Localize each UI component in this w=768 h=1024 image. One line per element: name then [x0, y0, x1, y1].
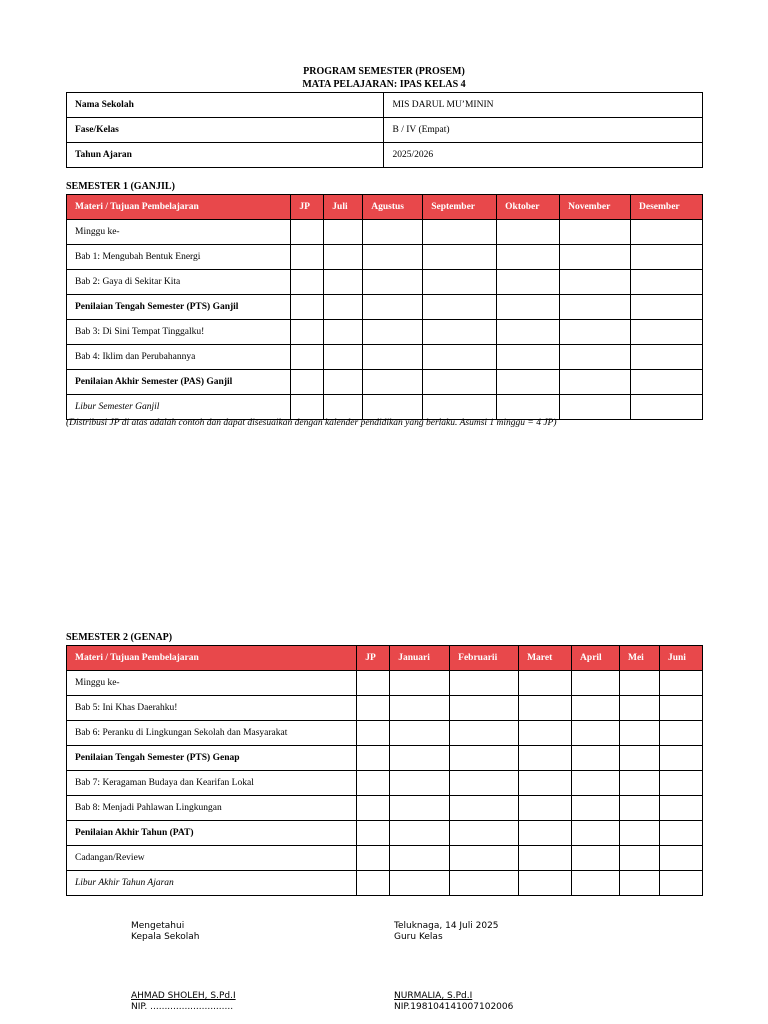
schedule-cell — [423, 245, 497, 270]
column-header: Februarii — [450, 646, 519, 671]
schedule-cell — [659, 771, 702, 796]
schedule-cell — [357, 871, 390, 896]
signature-left — [131, 921, 236, 1013]
schedule-cell — [324, 270, 363, 295]
schedule-cell — [291, 270, 324, 295]
schedule-cell — [572, 746, 620, 771]
table-row — [67, 270, 703, 295]
schedule-cell — [620, 871, 660, 896]
schedule-cell — [519, 821, 572, 846]
table-row — [67, 746, 703, 771]
schedule-cell — [572, 771, 620, 796]
materi-cell: Bab 4: Iklim dan Perubahannya — [67, 345, 291, 370]
column-header: April — [572, 646, 620, 671]
schedule-cell — [572, 796, 620, 821]
materi-cell: Bab 7: Keragaman Budaya dan Kearifan Lokal — [67, 771, 357, 796]
materi-cell: Penilaian Tengah Semester (PTS) Ganjil — [67, 295, 291, 320]
schedule-cell — [363, 270, 423, 295]
schedule-cell — [324, 395, 363, 420]
materi-cell: Cadangan/Review — [67, 846, 357, 871]
schedule-cell — [519, 846, 572, 871]
schedule-cell — [659, 671, 702, 696]
column-header: JP — [357, 646, 390, 671]
schedule-cell — [620, 671, 660, 696]
schedule-cell — [423, 270, 497, 295]
schedule-cell — [497, 345, 560, 370]
column-header: Juli — [324, 195, 363, 220]
schedule-cell — [291, 295, 324, 320]
schedule-cell — [363, 295, 423, 320]
column-header: Juni — [659, 646, 702, 671]
table-row — [67, 721, 703, 746]
schedule-cell — [497, 295, 560, 320]
schedule-cell — [620, 721, 660, 746]
schedule-cell — [497, 220, 560, 245]
schedule-cell — [357, 721, 390, 746]
table-row — [67, 245, 703, 270]
column-header: Maret — [519, 646, 572, 671]
place-date: Teluknaga, 14 Juli 2025 — [394, 921, 499, 931]
schedule-cell — [572, 821, 620, 846]
schedule-cell — [631, 320, 703, 345]
materi-cell: Penilaian Akhir Semester (PAS) Ganjil — [67, 370, 291, 395]
schedule-cell — [560, 395, 631, 420]
schedule-cell — [357, 821, 390, 846]
schedule-cell — [631, 245, 703, 270]
schedule-cell — [519, 696, 572, 721]
schedule-cell — [423, 320, 497, 345]
schedule-cell — [390, 846, 450, 871]
schedule-cell — [390, 796, 450, 821]
schedule-cell — [519, 871, 572, 896]
schedule-cell — [450, 846, 519, 871]
schedule-cell — [363, 220, 423, 245]
schedule-cell — [390, 671, 450, 696]
schedule-cell — [357, 671, 390, 696]
schedule-cell — [572, 721, 620, 746]
schedule-cell — [324, 245, 363, 270]
schedule-cell — [450, 821, 519, 846]
column-header: Materi / Tujuan Pembelajaran — [67, 195, 291, 220]
schedule-cell — [450, 671, 519, 696]
schedule-cell — [390, 721, 450, 746]
info-label: Fase/Kelas — [67, 118, 384, 143]
schedule-cell — [423, 295, 497, 320]
materi-cell: Minggu ke- — [67, 671, 357, 696]
schedule-cell — [631, 270, 703, 295]
schedule-cell — [357, 846, 390, 871]
table-row — [67, 320, 703, 345]
schedule-cell — [631, 345, 703, 370]
document-title: PROGRAM SEMESTER (PROSEM) — [303, 66, 465, 77]
schedule-cell — [620, 846, 660, 871]
semester1-label: SEMESTER 1 (GANJIL) — [66, 181, 175, 192]
column-header: JP — [291, 195, 324, 220]
schedule-cell — [390, 696, 450, 721]
schedule-cell — [560, 370, 631, 395]
schedule-cell — [560, 320, 631, 345]
schedule-cell — [631, 395, 703, 420]
column-header: September — [423, 195, 497, 220]
schedule-cell — [450, 871, 519, 896]
schedule-cell — [572, 846, 620, 871]
column-header: Desember — [631, 195, 703, 220]
principal-title: Kepala Sekolah — [131, 932, 200, 942]
schedule-cell — [324, 345, 363, 370]
schedule-cell — [450, 796, 519, 821]
principal-name: AHMAD SHOLEH, S.Pd.I — [131, 991, 236, 1001]
column-header: Agustus — [363, 195, 423, 220]
semester2-label: SEMESTER 2 (GENAP) — [66, 632, 173, 643]
schedule-cell — [363, 320, 423, 345]
schedule-cell — [631, 370, 703, 395]
materi-cell: Libur Semester Ganjil — [67, 395, 291, 420]
semester1-table — [66, 194, 703, 420]
info-value: MIS DARUL MU’MININ — [384, 93, 703, 118]
schedule-cell — [450, 696, 519, 721]
schedule-cell — [291, 395, 324, 420]
table-row — [67, 370, 703, 395]
schedule-cell — [423, 345, 497, 370]
info-value: 2025/2026 — [384, 143, 703, 168]
schedule-cell — [390, 871, 450, 896]
schedule-cell — [291, 220, 324, 245]
info-row — [67, 93, 703, 118]
materi-cell: Libur Akhir Tahun Ajaran — [67, 871, 357, 896]
column-header: Materi / Tujuan Pembelajaran — [67, 646, 357, 671]
table-header-row — [67, 646, 703, 671]
semester2-table — [66, 645, 703, 896]
jp-distribution-note: (Distribusi JP di atas adalah contoh dan dapat disesuaikan dengan kalender pendidikan yang berlaku. Asumsi 1 minggu = 4 JP) — [66, 418, 557, 428]
schedule-cell — [324, 220, 363, 245]
schedule-cell — [519, 771, 572, 796]
column-header: November — [560, 195, 631, 220]
document-subtitle: MATA PELAJARAN: IPAS KELAS 4 — [302, 79, 466, 90]
schedule-cell — [560, 345, 631, 370]
schedule-cell — [363, 245, 423, 270]
info-label: Nama Sekolah — [67, 93, 384, 118]
schedule-cell — [519, 746, 572, 771]
table-row — [67, 295, 703, 320]
schedule-cell — [620, 771, 660, 796]
schedule-cell — [620, 746, 660, 771]
schedule-cell — [659, 796, 702, 821]
schedule-cell — [357, 746, 390, 771]
schedule-cell — [620, 696, 660, 721]
schedule-cell — [659, 871, 702, 896]
table-row — [67, 345, 703, 370]
schedule-cell — [497, 370, 560, 395]
schedule-cell — [450, 771, 519, 796]
materi-cell: Bab 2: Gaya di Sekitar Kita — [67, 270, 291, 295]
schedule-cell — [620, 796, 660, 821]
materi-cell: Bab 3: Di Sini Tempat Tinggalku! — [67, 320, 291, 345]
materi-cell: Bab 8: Menjadi Pahlawan Lingkungan — [67, 796, 357, 821]
schedule-cell — [659, 696, 702, 721]
schedule-cell — [357, 796, 390, 821]
schedule-cell — [390, 821, 450, 846]
schedule-cell — [363, 370, 423, 395]
schedule-cell — [631, 295, 703, 320]
table-row — [67, 796, 703, 821]
table-row — [67, 220, 703, 245]
schedule-cell — [560, 245, 631, 270]
materi-cell: Bab 1: Mengubah Bentuk Energi — [67, 245, 291, 270]
school-info-table — [66, 92, 703, 168]
table-row — [67, 671, 703, 696]
schedule-cell — [519, 721, 572, 746]
schedule-cell — [497, 395, 560, 420]
schedule-cell — [291, 345, 324, 370]
table-row — [67, 395, 703, 420]
schedule-cell — [423, 220, 497, 245]
materi-cell: Bab 5: Ini Khas Daerahku! — [67, 696, 357, 721]
schedule-cell — [659, 821, 702, 846]
schedule-cell — [450, 721, 519, 746]
schedule-cell — [572, 671, 620, 696]
schedule-cell — [620, 821, 660, 846]
table-header-row — [67, 195, 703, 220]
materi-cell: Minggu ke- — [67, 220, 291, 245]
schedule-cell — [659, 721, 702, 746]
schedule-cell — [560, 270, 631, 295]
schedule-cell — [324, 370, 363, 395]
schedule-cell — [291, 245, 324, 270]
schedule-cell — [390, 771, 450, 796]
schedule-cell — [572, 696, 620, 721]
materi-cell: Bab 6: Peranku di Lingkungan Sekolah dan Masyarakat — [67, 721, 357, 746]
schedule-cell — [497, 245, 560, 270]
schedule-cell — [631, 220, 703, 245]
schedule-cell — [450, 746, 519, 771]
table-row — [67, 696, 703, 721]
schedule-cell — [497, 320, 560, 345]
teacher-nip: NIP.198104141007102006 — [394, 1002, 514, 1012]
schedule-cell — [519, 796, 572, 821]
schedule-cell — [363, 395, 423, 420]
principal-nip: NIP. ............................. — [131, 1002, 234, 1012]
table-row — [67, 771, 703, 796]
schedule-cell — [324, 320, 363, 345]
schedule-cell — [560, 220, 631, 245]
schedule-cell — [659, 746, 702, 771]
column-header: Januari — [390, 646, 450, 671]
schedule-cell — [324, 295, 363, 320]
schedule-cell — [497, 270, 560, 295]
materi-cell: Penilaian Akhir Tahun (PAT) — [67, 821, 357, 846]
info-row — [67, 118, 703, 143]
info-label: Tahun Ajaran — [67, 143, 384, 168]
schedule-cell — [659, 846, 702, 871]
schedule-cell — [519, 671, 572, 696]
schedule-cell — [423, 395, 497, 420]
schedule-cell — [363, 345, 423, 370]
materi-cell: Penilaian Tengah Semester (PTS) Genap — [67, 746, 357, 771]
schedule-cell — [357, 771, 390, 796]
table-row — [67, 821, 703, 846]
column-header: Oktober — [497, 195, 560, 220]
teacher-name: NURMALIA, S.Pd.I — [394, 991, 473, 1001]
schedule-cell — [291, 320, 324, 345]
acknowledge-label: Mengetahui — [131, 921, 185, 931]
schedule-cell — [291, 370, 324, 395]
schedule-cell — [572, 871, 620, 896]
schedule-cell — [390, 746, 450, 771]
teacher-title: Guru Kelas — [394, 932, 443, 942]
schedule-cell — [560, 295, 631, 320]
signature-right — [394, 921, 513, 1013]
schedule-cell — [423, 370, 497, 395]
table-row — [67, 846, 703, 871]
table-row — [67, 871, 703, 896]
info-value: B / IV (Empat) — [384, 118, 703, 143]
schedule-cell — [357, 696, 390, 721]
column-header: Mei — [620, 646, 660, 671]
info-row — [67, 143, 703, 168]
